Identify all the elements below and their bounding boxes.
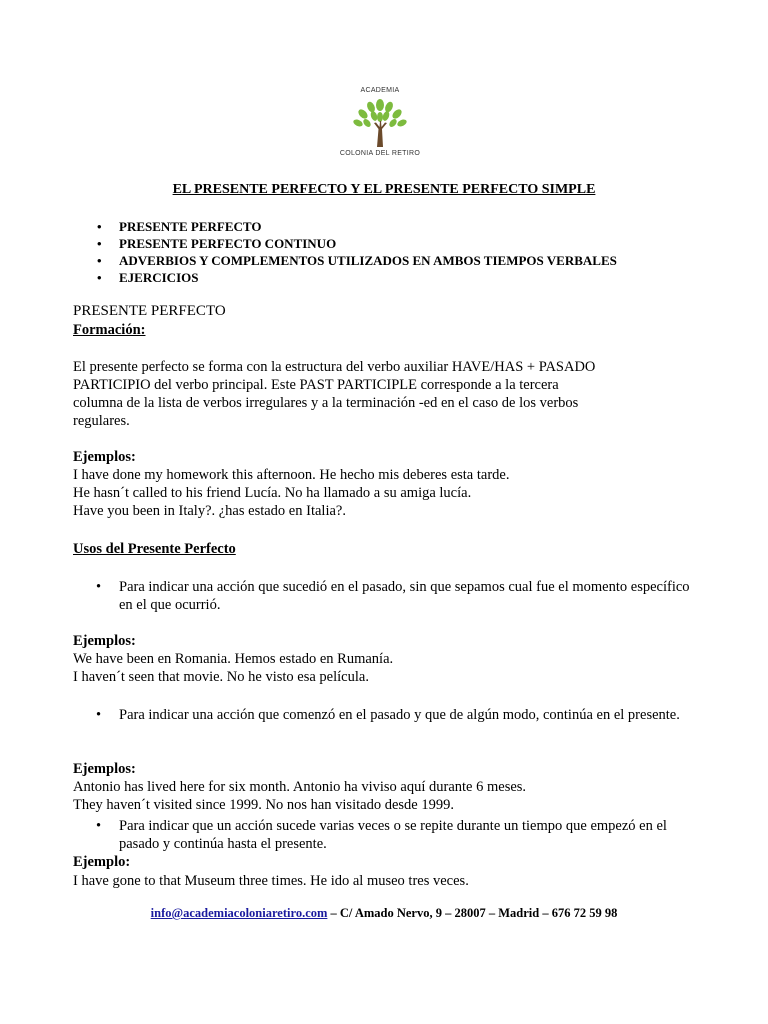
bullet-dot: •: [96, 707, 102, 723]
ejemplos-heading: Ejemplos:: [73, 633, 136, 649]
page-footer: [0, 906, 768, 921]
toc-item: • ADVERBIOS Y COMPLEMENTOS UTILIZADOS EN AMBOS TIEMPOS VERBALES: [97, 252, 617, 269]
example-line: Have you been in Italy?. ¿has estado en Italia?.: [73, 503, 346, 519]
logo-bottom-text: COLONIA DEL RETIRO: [339, 150, 421, 157]
formacion-line: PARTICIPIO del verbo principal. Este PAST PARTICIPLE corresponde a la tercera: [73, 377, 559, 393]
example-line: We have been en Romania. Hemos estado en Rumanía.: [73, 651, 394, 667]
toc-item: • EJERCICIOS: [97, 269, 617, 286]
example-line: They haven´t visited since 1999. No nos han visitado desde 1999.: [73, 797, 454, 813]
document-title: EL PRESENTE PERFECTO Y EL PRESENTE PERFECTO SIMPLE: [172, 182, 596, 197]
email-link[interactable]: info@academiacoloniaretiro.com: [150, 906, 328, 920]
toc-item: • PRESENTE PERFECTO: [97, 218, 617, 235]
example-line: Antonio has lived here for six month. Antonio ha viviso aquí durante 6 meses.: [73, 779, 527, 795]
example-line: I have done my homework this afternoon. He hecho mis deberes esta tarde.: [73, 467, 510, 483]
example-line: I have gone to that Museum three times. He ido al museo tres veces.: [73, 873, 469, 889]
usos-bullet-text: Para indicar que un acción sucede varias veces o se repite durante un tiempo que empezó en el pasado y continúa hasta el presente.: [119, 818, 667, 853]
example-line: I haven´t seen that movie. No he visto esa película.: [73, 669, 369, 685]
section-heading: PRESENTE PERFECTO: [73, 303, 226, 319]
formacion-line: regulares.: [73, 413, 130, 429]
usos-bullet-text: Para indicar una acción que comenzó en el pasado y que de algún modo, continúa en el presente.: [119, 707, 680, 723]
ejemplos-heading: Ejemplo:: [73, 854, 131, 870]
academy-logo: [320, 84, 440, 162]
bullet-dot: •: [96, 818, 102, 834]
ejemplos-heading: Ejemplos:: [73, 761, 136, 777]
formacion-line: El presente perfecto se forma con la estructura del verbo auxiliar HAVE/HAS + PASADO: [73, 359, 596, 375]
footer-address: – C/ Amado Nervo, 9 – 28007 – Madrid – 676 72 59 98: [327, 906, 618, 920]
bullet-dot: •: [96, 579, 102, 595]
usos-heading: Usos del Presente Perfecto: [73, 541, 236, 557]
table-of-contents: [97, 218, 617, 286]
logo-top-text: ACADEMIA: [360, 87, 400, 94]
toc-item: • PRESENTE PERFECTO CONTINUO: [97, 235, 617, 252]
example-line: He hasn´t called to his friend Lucía. No ha llamado a su amiga lucía.: [73, 485, 472, 501]
tree-logo-icon: [350, 95, 410, 149]
ejemplos-heading: Ejemplos:: [73, 449, 136, 465]
formacion-heading: Formación:: [73, 322, 146, 338]
usos-bullet-text: Para indicar una acción que sucedió en el pasado, sin que sepamos cual fue el momento específico en el que ocurrió.: [119, 579, 690, 614]
formacion-line: columna de la lista de verbos irregulares y a la terminación -ed en el caso de los verbos: [73, 395, 579, 411]
